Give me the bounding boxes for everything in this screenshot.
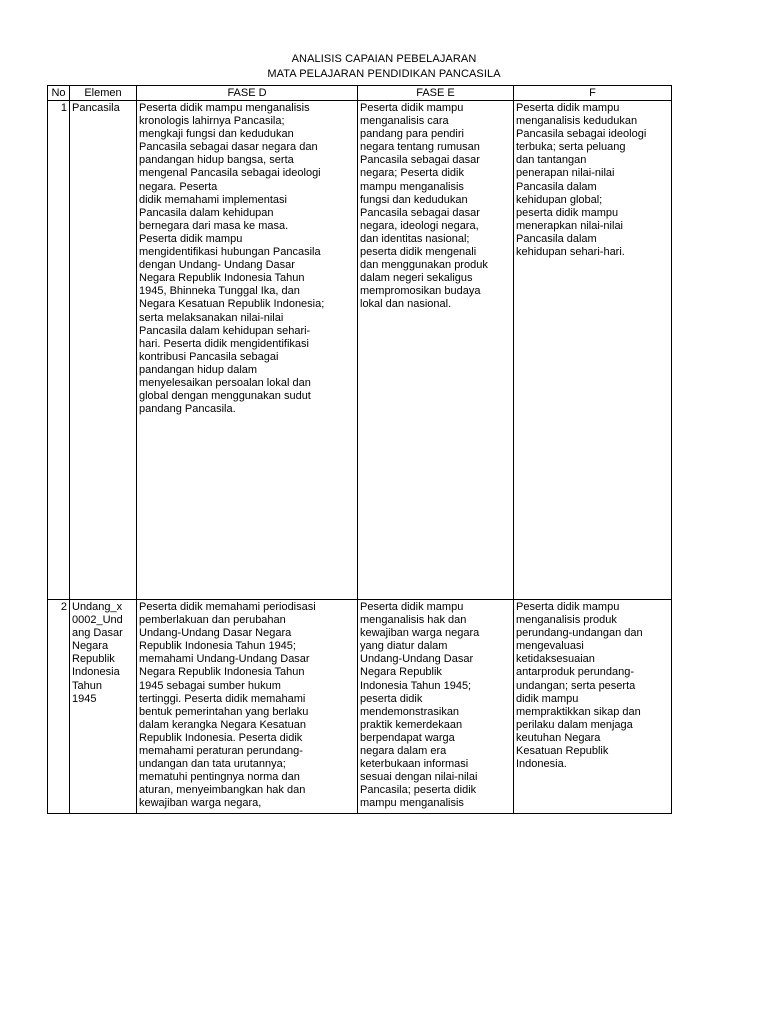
cell-fase-e: [358, 101, 514, 600]
cell-elemen-text: Pancasila: [72, 102, 120, 114]
cell-no: 1: [48, 101, 70, 600]
cell-fase-d: [137, 101, 358, 600]
cell-fase-e-text: Peserta didik mampu menganalisis cara pandang para pendiri negara tentang rumusan Pancasila sebagai dasar negara; Peserta didik mampu menganalisis fungsi dan kedudukan Pancasila sebagai dasar negara, ideologi negara, dan identitas nasional; peserta didik mengenali dan menggunakan produk dalam negeri sekaligus mempromosikan budaya lokal dan nasional.: [360, 102, 488, 311]
cell-f: [514, 600, 672, 814]
table-row: [48, 600, 672, 814]
cell-f-text: Peserta didik mampu menganalisis kedudukan Pancasila sebagai ideologi terbuka; serta peluang dan tantangan penerapan nilai-nilai Pancasila dalam kehidupan global; peserta didik mampu menerapkan nilai-nilai Pancasila dalam kehidupan sehari-hari.: [516, 102, 647, 259]
capaian-table: [47, 85, 672, 814]
cell-fase-d-text: Peserta didik memahami periodisasi pemberlakuan dan perubahan Undang-Undang Dasar Negara Republik Indonesia Tahun 1945; memahami Undang-Undang Dasar Negara Republik Indonesia Tahun 1945 sebagai sumber hukum tertinggi. Peserta didik memahami bentuk pemerintahan yang berlaku dalam kerangka Negara Kesatuan Republik Indonesia. Peserta didik memahami peraturan perundang- undangan dan tata urutannya; mematuhi pentingnya norma dan aturan, menyeimbangkan hak dan kewajiban warga negara,: [139, 601, 316, 810]
header-no: No: [48, 86, 70, 101]
table-row: [48, 101, 672, 600]
cell-f: [514, 101, 672, 600]
cell-elemen: [70, 101, 137, 600]
header-elemen: Elemen: [70, 86, 137, 101]
document-subtitle: MATA PELAJARAN PENDIDIKAN PANCASILA: [267, 68, 501, 80]
cell-no: 2: [48, 600, 70, 814]
header-fase-d: FASE D: [137, 86, 358, 101]
cell-elemen-text: Undang_x 0002_Und ang Dasar Negara Republik Indonesia Tahun 1945: [72, 601, 123, 705]
cell-fase-e-text: Peserta didik mampu menganalisis hak dan kewajiban warga negara yang diatur dalam Undang-Undang Dasar Negara Republik Indonesia Tahun 1945; peserta didik mendemonstrasikan praktik kemerdekaan berpendapat warga negara dalam era keterbukaan informasi sesuai dengan nilai-nilai Pancasila; peserta didik mampu menganalisis: [360, 601, 480, 810]
cell-fase-d-text: Peserta didik mampu menganalisis kronologis lahirnya Pancasila; mengkaji fungsi dan kedudukan Pancasila sebagai dasar negara dan pandangan hidup bangsa, serta mengenal Pancasila sebagai ideologi negara. Peserta didik memahami implementasi Pancasila dalam kehidupan bernegara dari masa ke masa. Peserta didik mampu mengidentifikasi hubungan Pancasila dengan Undang- Undang Dasar Negara Republik Indonesia Tahun 1945, Bhinneka Tunggal Ika, dan Negara Kesatuan Republik Indonesia; serta melaksanakan nilai-nilai Pancasila dalam kehidupan sehari- hari. Peserta didik mengidentifikasi kontribusi Pancasila sebagai pandangan hidup dalam menyelesaikan persoalan lokal dan global dengan menggunakan sudut pandang Pancasila.: [139, 102, 325, 416]
header-fase-e: FASE E: [358, 86, 514, 101]
document-title: ANALISIS CAPAIAN PEBELAJARAN: [291, 53, 477, 65]
table-header-row: [48, 86, 672, 101]
cell-fase-d: [137, 600, 358, 814]
cell-f-text: Peserta didik mampu menganalisis produk perundang-undangan dan mengevaluasi ketidaksesuaian antarproduk perundang- undangan; serta peserta didik mampu mempraktikkan sikap dan perilaku dalam menjaga keutuhan Negara Kesatuan Republik Indonesia.: [516, 601, 643, 771]
cell-fase-e: [358, 600, 514, 814]
header-f: F: [514, 86, 672, 101]
cell-elemen: [70, 600, 137, 814]
